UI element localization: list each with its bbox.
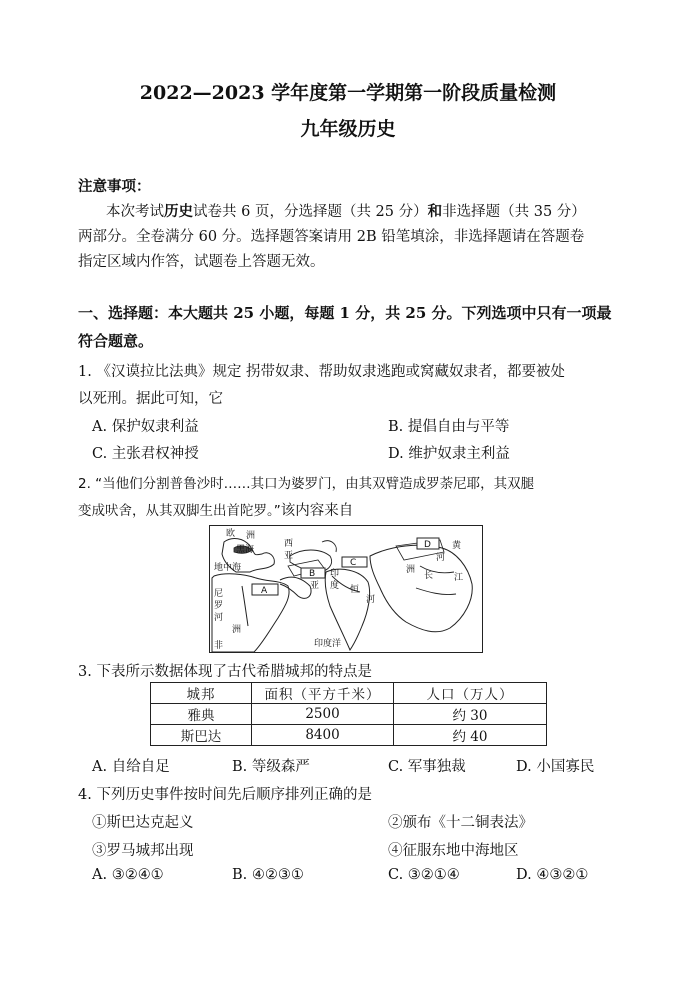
table-header-cell: 城邦 (151, 683, 252, 704)
q3-option-d: D. 小国寡民 (516, 759, 595, 775)
map-box-a: A (261, 586, 268, 596)
q3-option-c: C. 军事独裁 (388, 759, 466, 775)
section-heading-line-1: 一、选择题：本大题共 25 小题，每题 1 分，共 25 分。下列选项中只有一项最 (78, 304, 612, 322)
q1-option-d: D. 维护奴隶主利益 (388, 446, 510, 462)
q4-event-2: ②颁布《十二铜表法》 (388, 815, 533, 831)
city-state-table (150, 682, 547, 746)
q4-option-d: D. ④③②① (516, 867, 589, 883)
map-label-nile-3: 河 (214, 613, 224, 623)
q4-stem: 4. 下列历史事件按时间先后顺序排列正确的是 (78, 787, 372, 803)
map-label-europe-2: 洲 (246, 531, 256, 541)
q4-event-3: ③罗马城邦出现 (92, 843, 194, 859)
map-label-nile: 尼 (214, 589, 224, 599)
q4-option-b: B. ④②③① (232, 867, 304, 883)
q3-option-a: A. 自给自足 (92, 759, 170, 775)
q3-stem: 3. 下表所示数据体现了古代希腊城邦的特点是 (78, 664, 372, 680)
map-label-ganges: 恒 (350, 585, 360, 595)
map-label-ocean: 印度洋 (314, 639, 342, 649)
q1-option-c: C. 主张君权神授 (92, 446, 199, 462)
ancient-civilizations-map (209, 525, 483, 653)
q2-stem-line-2: 变成吠舍，从其双脚生出首陀罗。”该内容来自 (78, 503, 354, 519)
section-heading-line-2: 符合题意。 (78, 332, 154, 350)
notice-line-3: 指定区域内作答，试题卷上答题无效。 (78, 254, 325, 270)
map-label-westasia: 西 (284, 539, 294, 549)
map-label-asia-2: 洲 (406, 565, 416, 575)
q4-event-4: ④征服东地中海地区 (388, 843, 519, 859)
table-cell: 2500 (252, 704, 394, 725)
notice-line-1: 本次考试历史试卷共 6 页，分选择题（共 25 分）和非选择题（共 35 分） (106, 203, 586, 220)
map-label-asia: 亚 (310, 581, 320, 591)
q4-option-c: C. ③②①④ (388, 867, 460, 883)
map-label-medsea: 地中海 (214, 563, 242, 573)
table-cell: 8400 (252, 725, 394, 746)
q2-stem-line-1: 2. “当他们分割普鲁沙时……其口为婆罗门，由其双臂造成罗荼尼耶，其双腿 (78, 476, 535, 492)
table-cell: 约 30 (394, 704, 547, 725)
q1-option-a: A. 保护奴隶利益 (92, 419, 199, 435)
q4-event-1: ①斯巴达克起义 (92, 815, 194, 831)
map-label-yellow: 黄 (452, 541, 462, 551)
map-label-africa-2: 非 (214, 641, 224, 651)
map-label-westasia-2: 亚 (284, 551, 294, 561)
map-label-yellow-2: 河 (436, 553, 446, 563)
q4-option-a: A. ③②④① (92, 867, 164, 883)
map-box-c: C (350, 558, 357, 568)
map-label-india: 印 (330, 569, 340, 579)
map-label-africa: 洲 (232, 625, 242, 635)
table-cell: 斯巴达 (151, 725, 252, 746)
q3-option-b: B. 等级森严 (232, 759, 310, 775)
q1-stem-line-2: 以死刑。据此可知，它 (78, 391, 223, 407)
table-header-cell: 人口（万人） (394, 683, 547, 704)
table-cell: 雅典 (151, 704, 252, 725)
notice-heading: 注意事项： (78, 178, 151, 195)
table-header-row (151, 683, 547, 704)
map-box-b: B (309, 569, 316, 579)
map-box-d: D (424, 540, 431, 550)
map-label-yangtze-2: 江 (454, 573, 464, 583)
map-label-india-2: 度 (330, 581, 340, 591)
map-label-yangtze: 长 (424, 571, 434, 581)
map-label-europe: 欧 (226, 529, 236, 539)
q1-option-b: B. 提倡自由与平等 (388, 419, 510, 435)
map-label-blacksea: 黑海 (236, 545, 255, 555)
q1-stem-line-1: 1. 《汉谟拉比法典》规定 拐带奴隶、帮助奴隶逃跑或窝藏奴隶者，都要被处 (78, 364, 566, 380)
table-row (151, 725, 547, 746)
exam-title: 2022—2023 学年度第一学期第一阶段质量检测 (139, 82, 557, 104)
table-header-cell: 面积（平方千米） (252, 683, 394, 704)
exam-subtitle: 九年级历史 (300, 118, 396, 140)
table-row (151, 704, 547, 725)
notice-line-2: 两部分。全卷满分 60 分。选择题答案请用 2B 铅笔填涂，非选择题请在答题卷 (78, 229, 585, 245)
map-label-ganges-2: 河 (366, 595, 376, 605)
map-label-nile-2: 罗 (214, 601, 224, 611)
table-cell: 约 40 (394, 725, 547, 746)
